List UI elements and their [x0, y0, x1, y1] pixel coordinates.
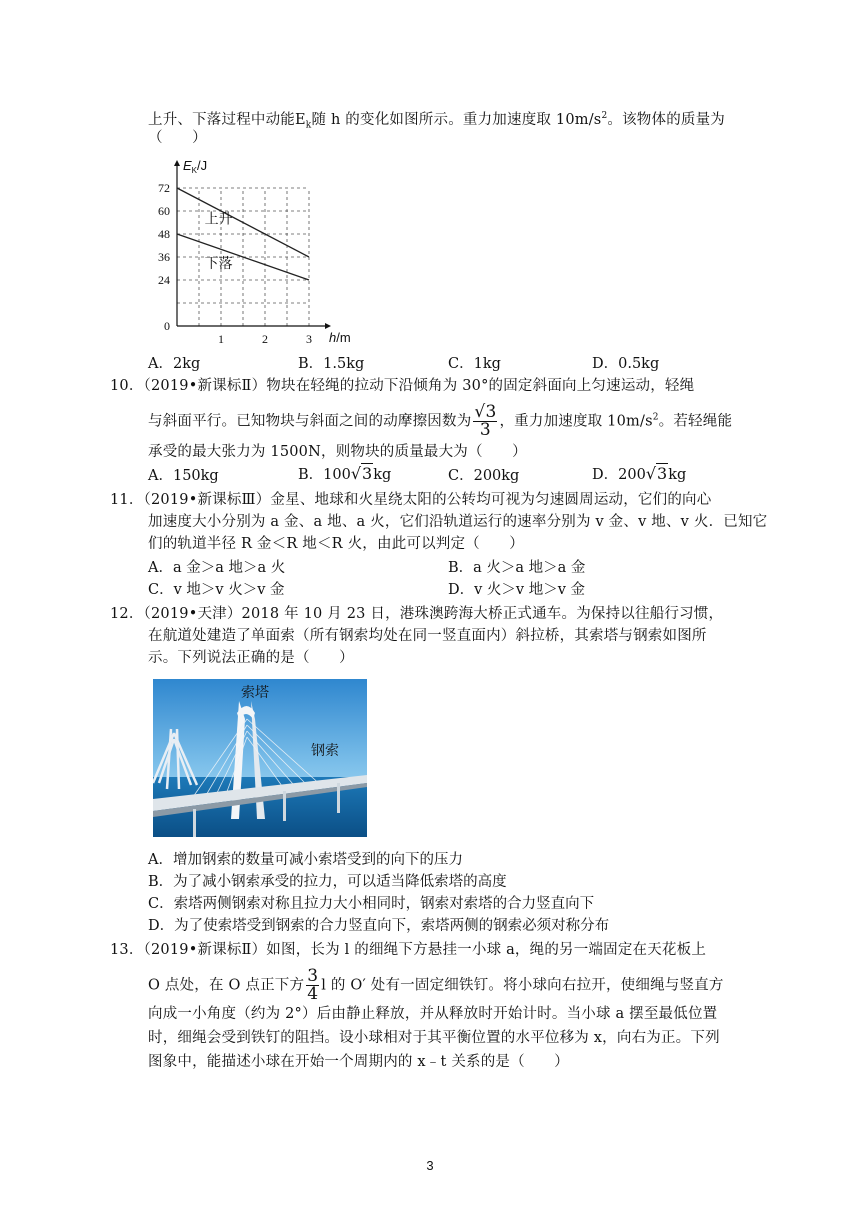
q13-line-3: 向成一小角度（约为 2°）后由静止释放，并从释放时开始计时。当小球 a 摆至最低位置: [148, 1006, 718, 1022]
x-tick-label-3: 3: [306, 332, 312, 346]
y-tick-label-60: 60: [158, 204, 170, 218]
q11-option-b[interactable]: B．a 火＞a 地＞a 金: [448, 560, 586, 576]
q10-fraction: $\frac{√3}{3}$: [474, 402, 497, 440]
q12-option-d[interactable]: D．为了使索塔受到钢索的合力竖直向下，索塔两侧的钢索必须对称分布: [148, 918, 610, 934]
y-tick-label-48: 48: [158, 227, 170, 241]
q9-stem-line-2: （ ）: [148, 130, 207, 146]
q10-option-a[interactable]: A．150kg: [148, 468, 219, 484]
q12-line-3: 示。下列说法正确的是（ ）: [148, 650, 354, 666]
y-axis-arrow: [174, 160, 180, 166]
q13-line-4: 时，细绳会受到铁钉的阻挡。设小球相对于其平衡位置的水平位移为 x，向右为正。下列: [148, 1030, 720, 1046]
q12-option-b[interactable]: B．为了减小钢索承受的拉力，可以适当降低索塔的高度: [148, 874, 507, 890]
y-axis-label: $E_K/J$: [183, 158, 208, 175]
q10-option-c[interactable]: C．200kg: [448, 468, 520, 484]
q13-line-5: 图象中，能描述小球在开始一个周期内的 x﹣t 关系的是（ ）: [148, 1054, 569, 1070]
q10-line-2: 与斜面平行。已知物块与斜面之间的动摩擦因数为 $\frac{√3}{3}$ ，重力加速度取 $10m/s^2$。若轻绳能: [148, 402, 733, 440]
q10-line-1: 10．（2019•新课标Ⅱ）物块在轻绳的拉动下沿倾角为 30°的固定斜面向上匀速运动，轻绳: [110, 378, 695, 394]
q11-line-1: 11．（2019•新课标Ⅲ）金星、地球和火星绕太阳的公转均可视为匀速圆周运动，它们的向心: [110, 492, 712, 508]
q10-option-d[interactable]: D．200√3kg: [592, 464, 687, 483]
ek-vs-h-chart: [142, 152, 362, 352]
label-tower: 索塔: [241, 684, 269, 700]
q9-option-d[interactable]: D．0.5kg: [592, 356, 660, 372]
q11-line-2: 加速度大小分别为 a 金、a 地、a 火，它们沿轨道运行的速率分别为 v 金、v 地、v 火．已知它: [148, 514, 768, 530]
q9-option-c[interactable]: C．1kg: [448, 356, 501, 372]
chart-axes: [174, 158, 351, 345]
q11-option-a[interactable]: A．a 金＞a 地＞a 火: [148, 560, 286, 576]
chart-ticks: [158, 181, 312, 346]
q9-option-a[interactable]: A．2kg: [148, 356, 201, 372]
q9-stem-line-1: 上升、下落过程中动能$E_k$随 h 的变化如图所示。重力加速度取 $10m/s^2$。该物体的质量为: [148, 111, 725, 131]
bridge-photo: [153, 679, 367, 837]
q11-option-d[interactable]: D．v 火＞v 地＞v 金: [448, 582, 586, 598]
q10-line-3: 承受的最大张力为 1500N，则物块的质量最大为（ ）: [148, 444, 527, 460]
q10-option-b[interactable]: B．100√3kg: [298, 464, 392, 483]
q13-fraction: $\frac{3}{4}$: [307, 966, 319, 1004]
q12-option-a[interactable]: A．增加钢索的数量可减小索塔受到的向下的压力: [148, 852, 463, 868]
q12-line-2: 在航道处建造了单面索（所有钢索均处在同一竖直面内）斜拉桥，其索塔与钢索如图所: [148, 628, 707, 644]
q12-option-c[interactable]: C．索塔两侧钢索对称且拉力大小相同时，钢索对索塔的合力竖直向下: [148, 896, 595, 912]
x-axis-arrow: [325, 323, 331, 329]
series-label-1: 下落: [204, 255, 233, 272]
page-number: 3: [426, 1158, 434, 1173]
y-tick-label-36: 36: [158, 250, 170, 264]
x-tick-label-2: 2: [262, 332, 268, 346]
y-tick-label-72: 72: [158, 181, 170, 195]
q11-line-3: 们的轨道半径 R 金＜R 地＜R 火，由此可以判定（ ）: [148, 536, 524, 552]
q11-option-c[interactable]: C．v 地＞v 火＞v 金: [148, 582, 285, 598]
label-cable: 钢索: [311, 742, 339, 758]
q13-line-1: 13．（2019•新课标Ⅱ）如图，长为 l 的细绳下方悬挂一小球 a，绳的另一端固定在天花板上: [110, 942, 707, 958]
q13-line-2: O 点处，在 O 点正下方 $\frac{3}{4}$ l 的 O′ 处有一固定细铁钉。将小球向右拉开，使细绳与竖直方: [148, 966, 724, 1004]
y-tick-label-24: 24: [158, 273, 170, 287]
q9-option-b[interactable]: B．1.5kg: [298, 356, 365, 372]
series-label-0: 上升: [204, 211, 233, 228]
y-tick-label-0: 0: [164, 319, 170, 333]
q12-line-1: 12．（2019•天津）2018 年 10 月 23 日，港珠澳跨海大桥正式通车。为保持以往船行习惯，: [110, 606, 724, 622]
x-axis-label: h/m: [329, 330, 351, 345]
x-tick-label-1: 1: [218, 332, 224, 346]
